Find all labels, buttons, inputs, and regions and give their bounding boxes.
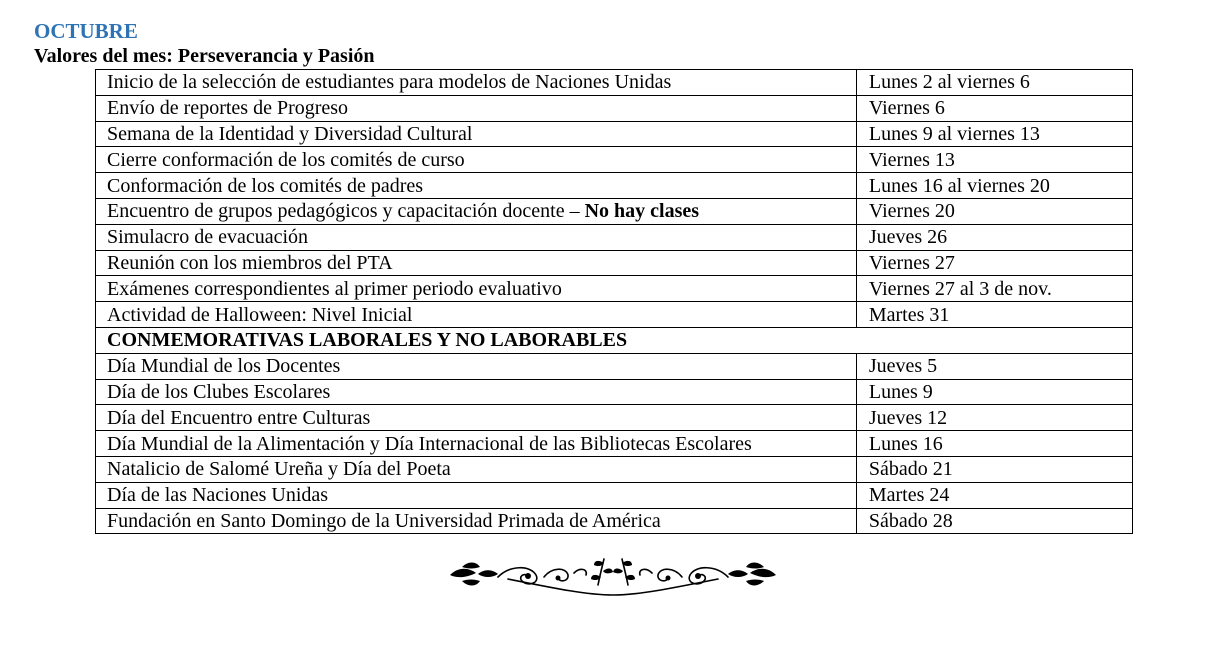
table-row xyxy=(96,456,1133,482)
date-cell: Viernes 27 xyxy=(856,250,1132,276)
table-row xyxy=(96,198,1133,224)
table-row xyxy=(96,70,1133,96)
date-cell: Jueves 12 xyxy=(856,405,1132,431)
date-cell: Viernes 6 xyxy=(856,95,1132,121)
date-cell: Lunes 16 xyxy=(856,431,1132,457)
table-row xyxy=(96,508,1133,534)
date-cell: Viernes 13 xyxy=(856,147,1132,173)
table-row xyxy=(96,121,1133,147)
date-cell: Lunes 9 al viernes 13 xyxy=(856,121,1132,147)
table-row xyxy=(96,302,1133,328)
event-cell: Semana de la Identidad y Diversidad Cultural xyxy=(96,121,857,147)
event-text: Encuentro de grupos pedagógicos y capacitación docente – xyxy=(107,200,585,223)
table-row xyxy=(96,379,1133,405)
event-cell: Exámenes correspondientes al primer periodo evaluativo xyxy=(96,276,857,302)
table-row xyxy=(96,482,1133,508)
date-cell: Martes 31 xyxy=(856,302,1132,328)
date-cell: Viernes 27 al 3 de nov. xyxy=(856,276,1132,302)
date-cell: Lunes 2 al viernes 6 xyxy=(856,70,1132,96)
date-cell: Martes 24 xyxy=(856,482,1132,508)
section-title: CONMEMORATIVAS LABORALES Y NO LABORABLES xyxy=(96,327,1133,353)
event-cell xyxy=(96,198,857,224)
date-cell: Jueves 5 xyxy=(856,353,1132,379)
table-row xyxy=(96,95,1133,121)
event-cell: Fundación en Santo Domingo de la Universidad Primada de América xyxy=(96,508,857,534)
event-cell: Día Mundial de los Docentes xyxy=(96,353,857,379)
no-classes-notice: No hay clases xyxy=(584,200,700,223)
event-cell: Día Mundial de la Alimentación y Día Internacional de las Bibliotecas Escolares xyxy=(96,431,857,457)
event-cell: Envío de reportes de Progreso xyxy=(96,95,857,121)
event-cell: Cierre conformación de los comités de curso xyxy=(96,147,857,173)
event-cell: Inicio de la selección de estudiantes para modelos de Naciones Unidas xyxy=(96,70,857,96)
table-row xyxy=(96,431,1133,457)
event-cell: Reunión con los miembros del PTA xyxy=(96,250,857,276)
date-cell: Lunes 16 al viernes 20 xyxy=(856,173,1132,199)
table-row xyxy=(96,250,1133,276)
month-title: OCTUBRE xyxy=(34,19,138,43)
section-header-row xyxy=(96,327,1133,353)
table-row xyxy=(96,173,1133,199)
values-of-month: Valores del mes: Perseverancia y Pasión xyxy=(34,45,375,67)
date-cell: Lunes 9 xyxy=(856,379,1132,405)
october-calendar-table xyxy=(95,69,1133,534)
date-cell: Sábado 21 xyxy=(856,456,1132,482)
date-cell: Viernes 20 xyxy=(856,198,1132,224)
event-cell: Día de las Naciones Unidas xyxy=(96,482,857,508)
table-row xyxy=(96,405,1133,431)
date-cell: Sábado 28 xyxy=(856,508,1132,534)
event-cell: Natalicio de Salomé Ureña y Día del Poeta xyxy=(96,456,857,482)
table-row xyxy=(96,353,1133,379)
event-cell: Día del Encuentro entre Culturas xyxy=(96,405,857,431)
table-row xyxy=(96,147,1133,173)
event-cell: Actividad de Halloween: Nivel Inicial xyxy=(96,302,857,328)
table-row xyxy=(96,276,1133,302)
event-cell: Conformación de los comités de padres xyxy=(96,173,857,199)
floral-divider-icon xyxy=(448,555,778,597)
event-cell: Simulacro de evacuación xyxy=(96,224,857,250)
date-cell: Jueves 26 xyxy=(856,224,1132,250)
table-row xyxy=(96,224,1133,250)
event-cell: Día de los Clubes Escolares xyxy=(96,379,857,405)
